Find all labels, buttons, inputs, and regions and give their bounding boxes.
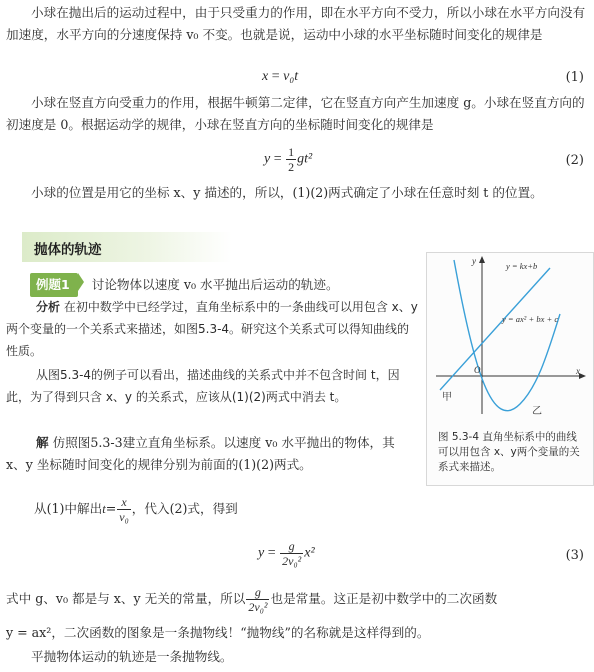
- solution-paragraph: [6, 432, 418, 476]
- label-yi: 乙: [532, 406, 542, 417]
- paragraph-parabola: [6, 586, 590, 613]
- eq2-lhs: y: [264, 151, 271, 167]
- solution-text: 仿照图5.3-3建立直角坐标系。以速度 v₀ 水平抛出的物体，其 x、y 坐标随时间变化的规律分别为前面的(1)(2)两式。: [6, 435, 395, 472]
- x-axis-arrow: [579, 373, 586, 379]
- example-1: [30, 273, 420, 297]
- y-axis-label: y: [472, 256, 476, 266]
- section-heading: [22, 232, 232, 262]
- line-graph: [440, 268, 550, 390]
- eq3-tail: x²: [304, 545, 315, 561]
- figure-caption: 图 5.3-4 直角坐标系中的曲线可以用包含 x、y两个变量的关系式来描述。: [438, 431, 580, 473]
- x-axis-label: x: [576, 366, 580, 376]
- eq3-lhs: y: [258, 545, 265, 561]
- example-badge: 例题1: [30, 273, 78, 297]
- line-equation-label: y = kx+b: [506, 261, 538, 271]
- solve-eq: =: [105, 501, 117, 516]
- eq3-fraction-numerator: g: [288, 539, 295, 553]
- solve-fraction-numerator: x: [121, 495, 127, 509]
- para4-a: 式中 g、v₀ 都是与 x、y 无关的常量，所以: [6, 591, 246, 606]
- solution-label: 解: [36, 435, 49, 450]
- solve-fraction: [117, 496, 131, 523]
- solve-line: [34, 496, 238, 523]
- eq2-fraction-numerator: 1: [288, 145, 295, 159]
- paragraph-position: 小球的位置是用它的坐标 x、y 描述的，所以，(1)(2)两式确定了小球在任意时刻 t 的位置。: [31, 185, 543, 200]
- para4-fraction-numerator: g: [254, 585, 261, 599]
- equation-1-number: (1): [565, 70, 584, 85]
- eq2-fraction-denominator: 2: [288, 160, 295, 174]
- solve-pre: 从(1)中解出: [34, 501, 103, 516]
- eq3-fraction-denominator: 2v₀²: [282, 554, 302, 568]
- section-title: 抛体的轨迹: [34, 242, 102, 258]
- paragraph-vertical-motion: 小球在竖直方向受重力的作用，根据牛顿第二定律，它在竖直方向产生加速度 g。小球在竖直方向的初速度是 0。根据运动学的规律，小球在竖直方向的坐标随时间变化的规律是: [6, 95, 585, 132]
- eq1-rhs: v₀t: [283, 69, 299, 84]
- eq2-tail: gt²: [297, 151, 313, 167]
- equation-3: y = $\frac{g}{\text{2v₀²}}$ x²: [258, 539, 315, 568]
- equation-1: x = v₀t: [262, 69, 299, 84]
- solve-t: t: [102, 502, 106, 516]
- para4-fraction-denominator: 2v₀²: [248, 600, 268, 614]
- parabola-graph: [454, 260, 560, 411]
- analysis-paragraph: [6, 296, 418, 362]
- equation-2: y = $\frac{1}{2}$ gt²: [264, 145, 313, 174]
- parabola-equation-label: y = ax² + bx + c: [502, 314, 559, 324]
- origin-label: O: [474, 365, 481, 375]
- analysis-paragraph-2: 从图5.3-4的例子可以看出，描述曲线的关系式中并不包含时间 t，因此，为了得到只含 x、y 的关系式，应该从(1)(2)两式中消去 t。: [6, 368, 400, 404]
- paragraph-conclusion: 平抛物体运动的轨迹是一条抛物线。: [31, 649, 233, 664]
- analysis-label: 分析: [36, 300, 61, 314]
- y-axis-arrow: [479, 256, 485, 263]
- example-text: 讨论物体以速度 v₀ 水平抛出后运动的轨迹。: [91, 277, 339, 292]
- solve-post: ，代入(2)式，得到: [131, 501, 238, 516]
- eq3-fraction: [280, 540, 303, 567]
- equation-3-number: (3): [565, 548, 584, 563]
- equation-2-number: (2): [565, 153, 584, 168]
- eq2-fraction: [286, 146, 296, 173]
- para4-fraction: [246, 586, 269, 613]
- paragraph-horizontal-motion: 小球在抛出后的运动过程中，由于只受重力的作用，即在水平方向不受力，所以小球在水平方向没有加速度，水平方向的分速度保持 v₀ 不变。也就是说，运动中小球的水平坐标随时间变化的规律是: [6, 5, 586, 42]
- solve-fraction-denominator: v₀: [119, 510, 129, 524]
- analysis-text: 在初中数学中已经学过，直角坐标系中的一条曲线可以用包含 x、y 两个变量的一个关系式来描述，如图5.3-4。研究这个关系式可以得知曲线的性质。: [6, 300, 418, 358]
- label-jia: 甲: [442, 392, 452, 403]
- para4-b: 也是常量。这正是初中数学中的二次函数: [270, 591, 498, 606]
- eq1-lhs: x: [262, 69, 269, 84]
- figure-graph: [426, 252, 592, 428]
- paragraph-quadratic: y = ax²，二次函数的图象是一条抛物线！“抛物线”的名称就是这样得到的。: [6, 625, 430, 640]
